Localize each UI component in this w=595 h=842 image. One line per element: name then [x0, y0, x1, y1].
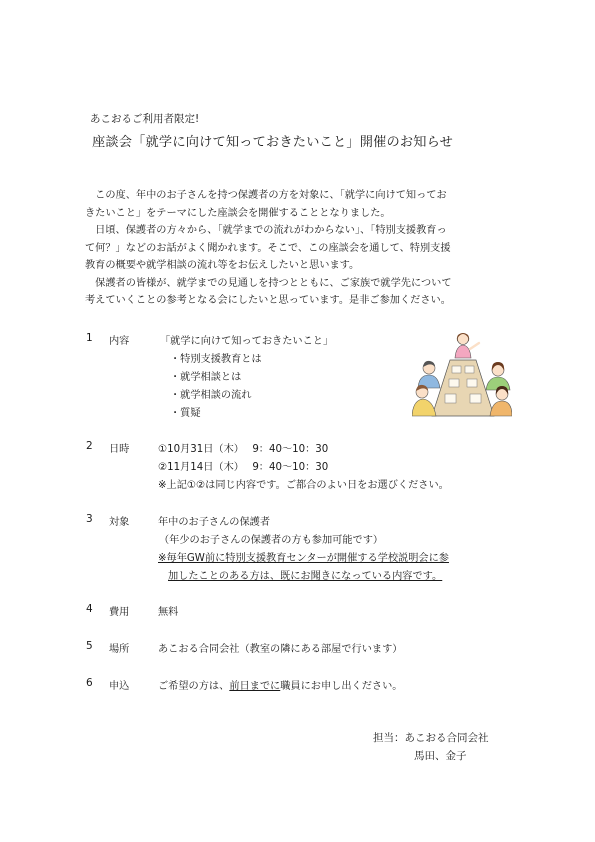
apply-text-before: ご希望の方は、 [158, 681, 230, 692]
apply-text-after: 職員にお申し出ください。 [280, 681, 403, 692]
datetime-note: ※上記①②は同じ内容です。ご都合のよい日をお選びください。 [158, 480, 449, 491]
section-label-apply: 申込 [109, 681, 130, 692]
intro-line: きたいこと」をテーマにした座談会を開催することとなりました。 [85, 207, 391, 219]
intro-line: この度、年中のお子さんを持つ保護者の方を対象に、「就学に向けて知ってお [85, 190, 447, 201]
contact-names: 馬田、金子 [414, 750, 467, 762]
intro-line: 考えていくことの参考となる会にしたいと思っています。是非ご参加ください。 [85, 295, 451, 306]
section-label-target: 対象 [109, 517, 130, 528]
content-item: ・就学相談とは [170, 372, 242, 383]
content-item: ・特別支援教育とは [170, 354, 262, 365]
teacher-body [455, 345, 471, 358]
apply-text [158, 677, 403, 692]
section-label-datetime: 日時 [109, 444, 130, 455]
paper-shape [467, 379, 477, 387]
limited-notice: あこおるご利用者限定! [90, 113, 200, 125]
paper-shape [449, 379, 459, 387]
section-number: 2 [86, 440, 93, 452]
apply-deadline: 前日までに [229, 681, 281, 692]
target-note-line1: ※毎年GW前に特別支援教育センターが開催する学校説明会に参 [158, 553, 449, 564]
fee-value: 無料 [158, 607, 179, 618]
section-number: 3 [86, 513, 93, 525]
intro-line: て何？」などのお話がよく聞かれます。そこで、この座談会を通して、特別支援 [85, 242, 451, 254]
parent-body [412, 399, 436, 416]
section-number: 4 [86, 603, 93, 615]
paper-shape [452, 366, 461, 373]
place-value: あこおる合同会社（教室の隣にある部屋で行います） [158, 644, 403, 655]
paper-shape [470, 394, 481, 403]
meeting-illustration [412, 330, 512, 420]
content-item: ・質疑 [170, 408, 201, 419]
target-sub: （年少のお子さんの保護者の方も参加可能です） [159, 535, 384, 546]
intro-line: 保護者の皆様が、就学までの見通しを持つとともに、ご家族で就学先について [85, 277, 452, 289]
session-2: ②11月14日（木） 9：40～10：30 [158, 462, 329, 473]
teacher-arm [470, 343, 479, 349]
section-number: 5 [86, 640, 93, 652]
section-number: 1 [86, 332, 93, 344]
intro-line: 教育の概要や就学相談の流れ等をお伝えしたいと思います。 [85, 260, 360, 271]
section-label-fee: 費用 [109, 607, 130, 618]
parent-body [490, 401, 512, 416]
page-title: 座談会「就学に向けて知っておきたいこと」開催のお知らせ [92, 135, 454, 150]
content-item: ・就学相談の流れ [170, 390, 252, 401]
session-1: ①10月31日（木） 9：40～10：30 [158, 444, 329, 455]
content-theme: 「就学に向けて知っておきたいこと」 [160, 336, 334, 347]
target-note-line2: 加したことのある方は、既にお聞きになっている内容です。 [168, 571, 443, 582]
paper-shape [445, 394, 456, 403]
intro-paragraph [85, 187, 515, 310]
paper-shape [465, 366, 474, 373]
section-label-place: 場所 [109, 644, 130, 655]
section-label-content: 内容 [109, 336, 130, 347]
table-shape [432, 360, 494, 416]
intro-line: 日頃、保護者の方々から、「就学までの流れがわからない」、「特別支援教育っ [85, 225, 447, 236]
section-number: 6 [86, 677, 93, 689]
contact-org: 担当：あこおる合同会社 [373, 732, 489, 744]
target-main: 年中のお子さんの保護者 [158, 517, 271, 528]
